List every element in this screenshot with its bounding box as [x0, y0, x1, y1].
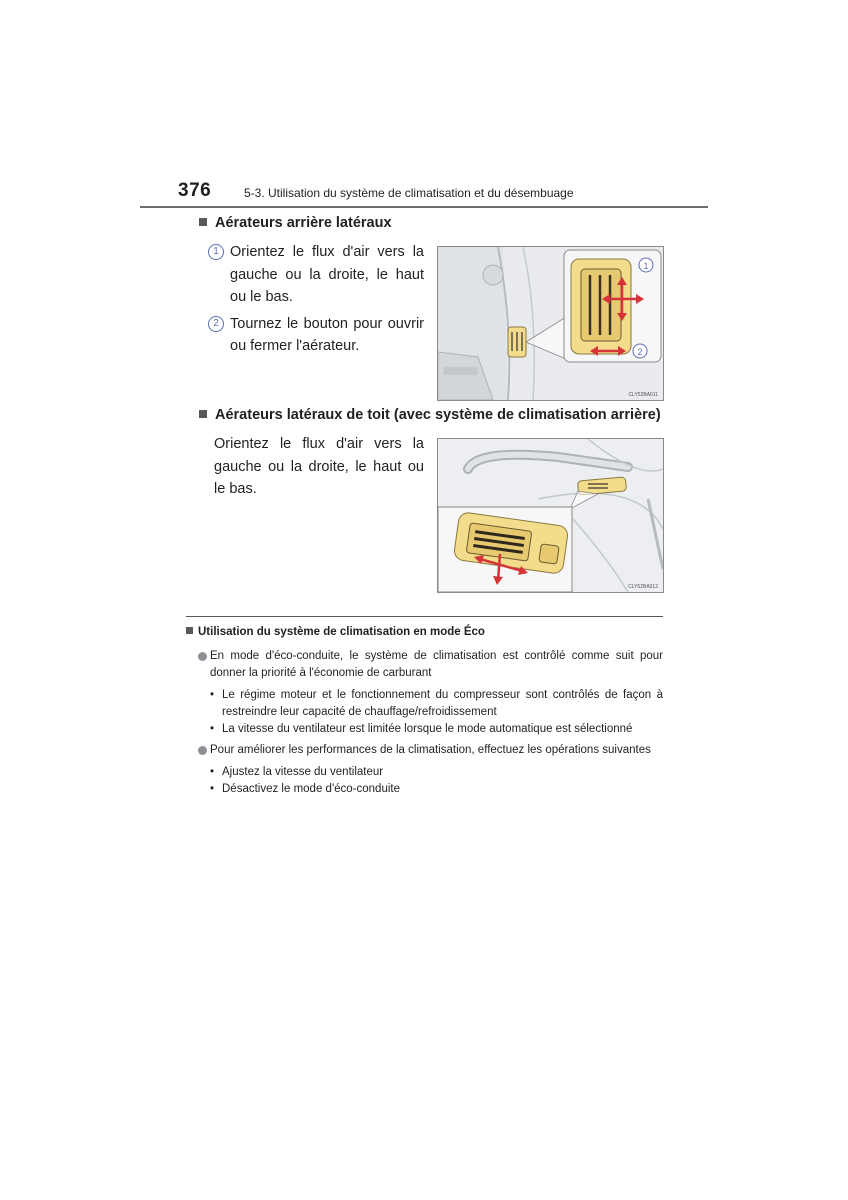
note-title-text: Utilisation du système de climatisation en mode Éco [198, 626, 485, 638]
note-subitem [210, 687, 663, 721]
note-subitem-text: Ajustez la vitesse du ventilateur [222, 766, 384, 778]
middle-dot-icon: • [210, 783, 215, 795]
note-subitem [210, 781, 663, 798]
section2-body: Orientez le flux d'air vers la gauche ou la droite, le haut ou le bas. [214, 436, 424, 497]
step-text: Orientez le flux d'air vers la gauche ou la droite, le haut ou le bas. [230, 244, 424, 305]
note-bullet [198, 648, 663, 682]
note-subitem [210, 764, 663, 781]
note-subitem [210, 721, 663, 738]
section-title-roof-side-vents [199, 407, 661, 423]
square-bullet-icon [199, 410, 207, 418]
step-item [208, 241, 424, 309]
square-bullet-icon [186, 627, 193, 634]
rear-side-vent-illustration [438, 247, 663, 400]
section-title-text: Aérateurs arrière latéraux [215, 215, 392, 231]
note-subitem-text: Désactivez le mode d'éco-conduite [222, 783, 400, 795]
notes-body [198, 648, 663, 802]
header-rule [140, 206, 708, 208]
bullet-dot-icon [198, 746, 207, 755]
middle-dot-icon: • [210, 766, 215, 778]
running-head: 5-3. Utilisation du système de climatisation et du désembuage [244, 186, 574, 200]
figure-code: CLY52BA012 [628, 584, 658, 590]
note-title [186, 626, 485, 638]
step-list [208, 241, 424, 362]
step-number-circle: 1 [208, 244, 224, 260]
note-subitem-text: Le régime moteur et le fonctionnement du compresseur sont contrôlés de façon à restreindre leur capacité de chauffage/refroidissement [222, 689, 663, 718]
step-item [208, 313, 424, 358]
page-number: 376 [178, 180, 212, 201]
step-number-circle: 2 [208, 316, 224, 332]
roof-side-vent-illustration [438, 439, 663, 592]
square-bullet-icon [199, 218, 207, 226]
section-title-text: Aérateurs latéraux de toit (avec système de climatisation arrière) [215, 407, 661, 423]
note-bullet [198, 742, 663, 759]
section-title-rear-side-vents [199, 215, 392, 231]
callout-1-label: 1 [643, 261, 649, 271]
note-sublist [198, 687, 663, 738]
note-bullet-text: Pour améliorer les performances de la climatisation, effectuez les opérations suivantes [210, 744, 651, 756]
middle-dot-icon: • [210, 723, 215, 735]
figure-code: CLY52BA011 [628, 392, 658, 398]
note-sublist [198, 764, 663, 798]
callout-2-label: 2 [637, 347, 643, 357]
note-subitem-text: La vitesse du ventilateur est limitée lorsque le mode automatique est sélectionné [222, 723, 633, 735]
middle-dot-icon: • [210, 689, 215, 701]
step-text: Tournez le bouton pour ouvrir ou fermer l'aérateur. [230, 315, 424, 354]
figure-rear-side-vent [437, 246, 664, 401]
note-bullet-text: En mode d'éco-conduite, le système de climatisation est contrôlé comme suit pour donner la priorité à l'économie de carburant [210, 650, 663, 679]
figure-roof-side-vent [437, 438, 664, 593]
notes-rule [186, 616, 663, 617]
bullet-dot-icon [198, 652, 207, 661]
